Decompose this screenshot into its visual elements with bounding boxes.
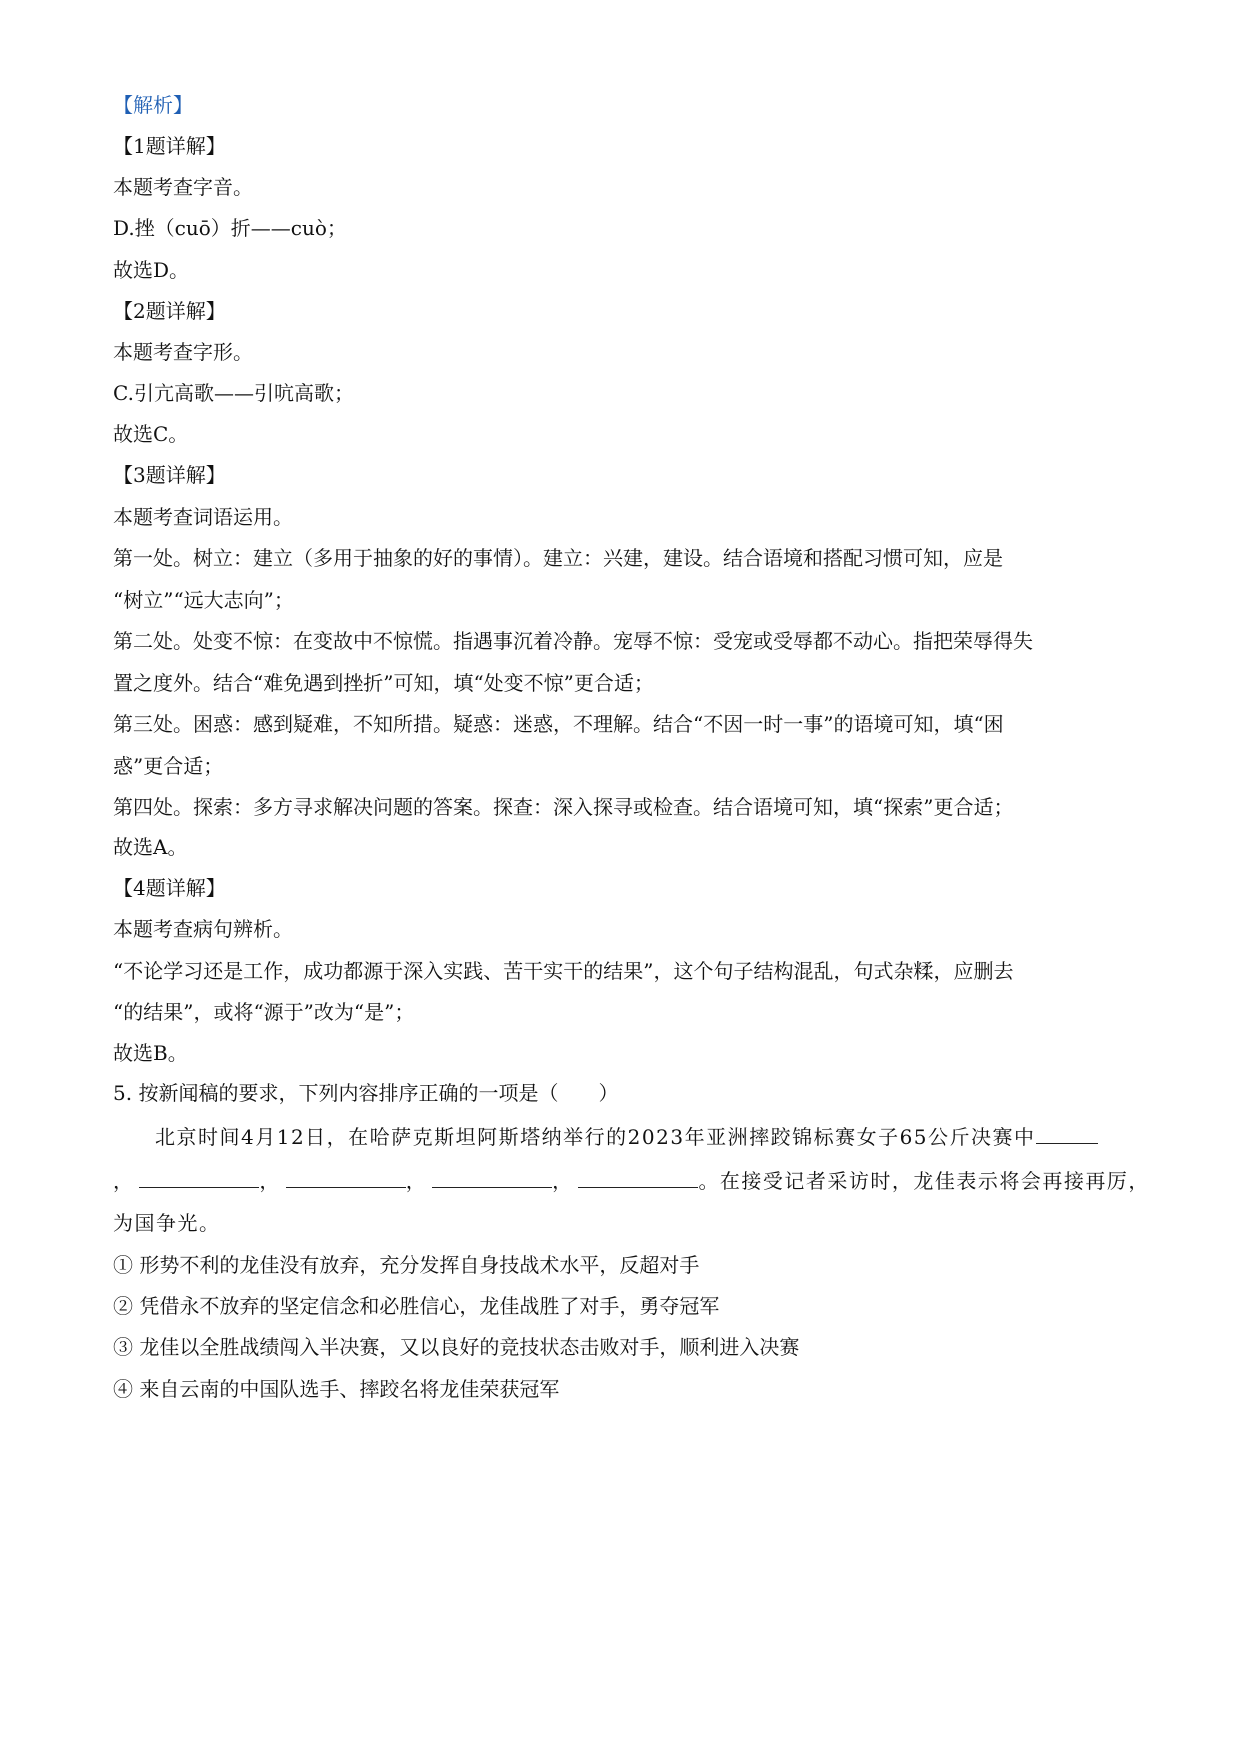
- q3-line-1: 本题考查词语运用。: [113, 505, 293, 529]
- answer-blank-1[interactable]: [1036, 1121, 1098, 1144]
- q3-para-1b: “树立”“远大志向”；: [113, 588, 294, 612]
- q3-line-end: 故选A。: [113, 835, 188, 859]
- q5-comma-3: ，: [405, 1169, 426, 1193]
- q2-line-1: 本题考查字形。: [113, 340, 253, 364]
- q5-comma-2: ，: [259, 1169, 280, 1193]
- q4-line-1: 本题考查病句辨析。: [113, 917, 293, 941]
- q3-para-1a: 第一处。树立：建立（多用于抽象的好的事情）。建立：兴建，建设。结合语境和搭配习惯可知，应是: [113, 546, 1003, 570]
- q5-comma-4: ，: [552, 1169, 573, 1193]
- q1-line-1: 本题考查字音。: [113, 175, 253, 199]
- q5-stem: 5. 按新闻稿的要求，下列内容排序正确的一项是（ ）: [113, 1081, 619, 1105]
- q5-passage-line-1: [155, 1121, 1098, 1152]
- q5-option-3: ③ 龙佳以全胜战绩闯入半决赛，又以良好的竞技状态击败对手，顺利进入决赛: [113, 1335, 800, 1359]
- q5-comma-1: ，: [113, 1169, 133, 1193]
- q5-option-1: ① 形势不利的龙佳没有放弃，充分发挥自身技战术水平，反超对手: [113, 1253, 700, 1277]
- q3-para-2a: 第二处。处变不惊：在变故中不惊慌。指遇事沉着冷静。宠辱不惊：受宠或受辱都不动心。指把荣辱得失: [113, 629, 1033, 653]
- q2-heading: 【2题详解】: [113, 299, 226, 323]
- q4-line-end: 故选B。: [113, 1041, 188, 1065]
- q2-line-2: C.引亢高歌——引吭高歌；: [113, 381, 354, 405]
- q3-para-2b: 置之度外。结合“难免遇到挫折”可知，填“处变不惊”更合适；: [113, 671, 654, 695]
- q3-para-4: 第四处。探索：多方寻求解决问题的答案。探查：深入探寻或检查。结合语境可知，填“探索”更合适；: [113, 795, 1014, 819]
- q4-heading: 【4题详解】: [113, 876, 226, 900]
- analysis-label: 【解析】: [113, 93, 193, 117]
- answer-blank-3[interactable]: [286, 1165, 406, 1188]
- q3-para-3b: 惑”更合适；: [113, 754, 224, 778]
- q1-line-3: 故选D。: [113, 258, 190, 282]
- q5-passage-line-2: [113, 1165, 1150, 1196]
- q3-heading: 【3题详解】: [113, 463, 226, 487]
- q2-line-3: 故选C。: [113, 422, 189, 446]
- q3-para-3a: 第三处。困惑：感到疑难，不知所措。疑惑：迷惑，不理解。结合“不因一时一事”的语境可知，填“困: [113, 712, 1004, 736]
- q5-option-2: ② 凭借永不放弃的坚定信念和必胜信心，龙佳战胜了对手，勇夺冠军: [113, 1294, 720, 1318]
- q5-passage-c: 为国争光。: [113, 1211, 221, 1235]
- q4-para-1a: “不论学习还是工作，成功都源于深入实践、苦干实干的结果”，这个句子结构混乱，句式杂糅，应删去: [113, 959, 1014, 983]
- q5-option-4: ④ 来自云南的中国队选手、摔跤名将龙佳荣获冠军: [113, 1377, 560, 1401]
- q4-para-1b: “的结果”，或将“源于”改为“是”；: [113, 1000, 415, 1024]
- answer-blank-2[interactable]: [139, 1165, 259, 1188]
- answer-blank-4[interactable]: [432, 1165, 552, 1188]
- q1-line-2: D.挫（cuō）折——cuò；: [113, 216, 347, 240]
- q5-passage-end: 。在接受记者采访时，龙佳表示将会再接再厉，: [698, 1169, 1150, 1193]
- answer-blank-5[interactable]: [578, 1165, 698, 1188]
- q1-heading: 【1题详解】: [113, 134, 226, 158]
- q5-passage-a: 北京时间4月12日，在哈萨克斯坦阿斯塔纳举行的2023年亚洲摔跤锦标赛女子65公斤决赛中: [155, 1125, 1036, 1149]
